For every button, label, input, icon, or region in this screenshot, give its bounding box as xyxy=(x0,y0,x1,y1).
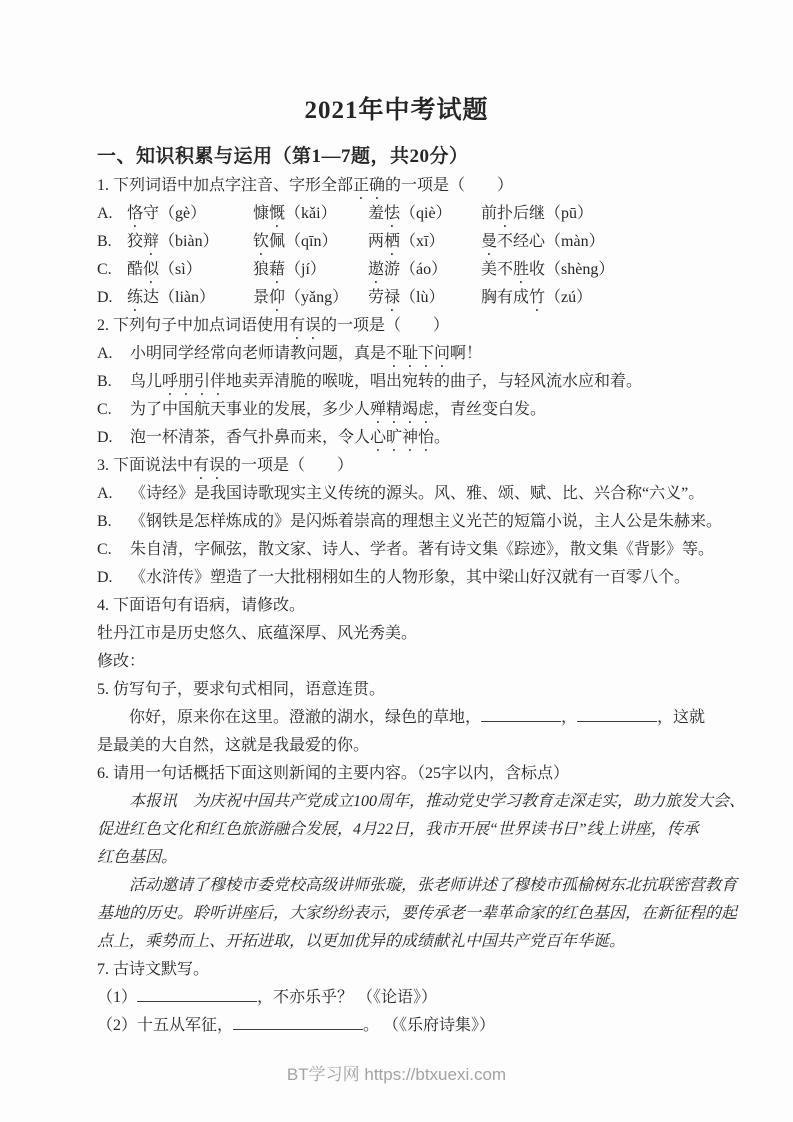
option-letter: D. xyxy=(97,569,113,586)
q4-sentence xyxy=(97,620,705,648)
text-run: 两 xyxy=(368,233,385,250)
word-item xyxy=(368,284,481,315)
emphasized-text: 藉 xyxy=(269,261,286,278)
emphasized-text: 钦 xyxy=(253,233,270,250)
text-run: 2. 下列句子中加点词语使用 xyxy=(97,317,290,334)
text-run: 狡 xyxy=(127,233,144,250)
q7-stem xyxy=(97,956,705,984)
text-run: 1. 下列词语中加点字注音、字形全部 xyxy=(97,177,354,194)
text-run: 活动邀请了穆棱市委党校高级讲师张璇，张老师讲述了穆棱市孤榆树东北抗联密营教育 xyxy=(129,877,738,894)
text-run: 守（gè） xyxy=(143,205,207,222)
word-item xyxy=(481,200,705,231)
text-run: 。 xyxy=(434,429,451,446)
text-run: 牡丹江市是历史悠久、底蕴深厚、风光秀美。 xyxy=(97,625,418,642)
emphasized-text: 殚精竭虑 xyxy=(370,401,435,418)
word-item xyxy=(368,256,481,287)
q3-option-b xyxy=(97,508,723,536)
option-letter: C. xyxy=(97,401,112,418)
q7-item-2 xyxy=(97,1012,705,1040)
text-run: 4. 下面语句有语病，请修改。 xyxy=(97,597,306,614)
text-run: （lù） xyxy=(400,289,445,306)
q2-option-c xyxy=(97,396,705,424)
q5-fill-line-1 xyxy=(97,704,705,732)
text-run: 的一项是（ ） xyxy=(225,457,354,474)
text-run: 前 xyxy=(481,205,498,222)
blank-underline xyxy=(577,706,657,722)
text-run: 3. 下面说法中 xyxy=(97,457,194,474)
blank-underline xyxy=(137,986,257,1002)
word-item xyxy=(253,200,368,231)
q3-option-d xyxy=(97,564,705,592)
q4-stem xyxy=(97,592,705,620)
text-run: 后继（pū） xyxy=(513,205,594,222)
text-run: （2）十五从军征， xyxy=(97,1017,234,1034)
emphasized-text: 心旷神怡 xyxy=(370,429,435,446)
emphasized-text: 禄 xyxy=(384,289,401,306)
text-run: 羞 xyxy=(368,205,385,222)
q1-option-a xyxy=(97,200,705,228)
text-run: 7. 古诗文默写。 xyxy=(97,961,210,978)
news-line-6 xyxy=(97,928,705,956)
emphasized-text: 仰 xyxy=(269,289,286,306)
word-item xyxy=(253,256,368,287)
option-letter: B. xyxy=(97,373,112,390)
text-run: 修改： xyxy=(97,653,146,670)
emphasized-text: 正确 xyxy=(353,177,386,194)
q5-fill-line-2 xyxy=(97,732,705,760)
text-run: ， xyxy=(561,709,578,726)
text-run: 的一项是（ ） xyxy=(321,317,450,334)
q7-item-1 xyxy=(97,984,705,1012)
text-run: ，青丝变白发。 xyxy=(434,401,547,418)
text-run: （jí） xyxy=(285,261,326,278)
emphasized-text: 竹 xyxy=(529,289,546,306)
emphasized-text: 怯 xyxy=(384,205,401,222)
emphasized-text: 扑 xyxy=(497,205,514,222)
word-item xyxy=(127,256,253,287)
word-item xyxy=(127,200,253,231)
q1-option-b xyxy=(97,228,705,256)
text-run: 本报讯 为庆祝中国共产党成立100周年，推动党史学习教育走深走实，助力旅发大会、 xyxy=(129,793,746,810)
q2-option-a xyxy=(97,340,705,368)
watermark-url: https://btxuexi.com xyxy=(364,1065,507,1084)
emphasized-text: 辩 xyxy=(143,233,160,250)
text-run: 佩（qīn） xyxy=(269,233,338,250)
emphasized-text: 栖 xyxy=(384,233,401,250)
document-lines xyxy=(97,172,746,1040)
text-run: 点上，乘势而上、开拓进取，以更加优异的成绩献礼中国共产党百年华诞。 xyxy=(97,933,626,950)
text-run: 基地的历史。聆听讲座后，大家纷纷表示，要传承老一辈革命家的红色基因，在新征程的起 xyxy=(97,905,738,922)
watermark-site-name: BT学习网 xyxy=(286,1065,360,1084)
text-run: 美不 xyxy=(481,261,514,278)
text-run: 慷 xyxy=(253,205,270,222)
text-run: 泡一杯清茶，香气扑鼻而来，令人 xyxy=(130,429,371,446)
text-run: 酷 xyxy=(127,261,144,278)
text-run: 收（shèng） xyxy=(529,261,615,278)
word-item xyxy=(253,228,368,259)
watermark-footer xyxy=(0,1060,793,1085)
text-run: 游（áo） xyxy=(384,261,448,278)
news-line-5 xyxy=(97,900,738,928)
text-run: 朱自清，字佩弦，散文家、诗人、学者。著有诗文集《踪迹》，散文集《背影》等。 xyxy=(130,541,715,558)
emphasized-text: 练 xyxy=(127,289,144,306)
news-line-4 xyxy=(97,872,738,900)
text-run: （zú） xyxy=(545,289,593,306)
text-run: 达（liàn） xyxy=(143,289,216,306)
text-run: （biàn） xyxy=(159,233,219,250)
text-run: 6. 请用一句话概括下面这则新闻的主要内容。（25字以内，含标点） xyxy=(97,765,570,782)
emphasized-text: 曼 xyxy=(481,233,498,250)
text-run: （qiè） xyxy=(400,205,452,222)
text-run: ，这就 xyxy=(657,709,706,726)
text-run: （xī） xyxy=(400,233,445,250)
emphasized-text: 不耻下问 xyxy=(386,345,451,362)
text-run: 鸟儿 xyxy=(130,373,163,390)
text-run: 《诗经》是我国诗歌现实主义传统的源头。风、雅、颂、赋、比、兴合称“六义”。 xyxy=(130,485,705,502)
option-letter: B. xyxy=(97,513,112,530)
emphasized-text: 有误 xyxy=(289,317,322,334)
text-run: 为了中国航天事业的发展，多少人 xyxy=(130,401,371,418)
word-item xyxy=(127,284,253,315)
text-run: 《钢铁是怎样炼成的》是闪烁着崇高的理想主义光芒的短篇小说，主人公是朱赫来。 xyxy=(130,513,723,530)
text-run: 不经心（màn） xyxy=(497,233,605,250)
option-letter: A. xyxy=(97,345,113,362)
q1-stem xyxy=(97,172,705,200)
q4-revise-label xyxy=(97,648,705,676)
text-run: 《水浒传》塑造了一大批栩栩如生的人物形象，其中梁山好汉就有一百零八个。 xyxy=(130,569,691,586)
option-letter: A. xyxy=(97,205,113,222)
text-run: 胸有成 xyxy=(481,289,530,306)
word-item xyxy=(481,228,705,259)
text-run: 促进红色文化和红色旅游融合发展，4月22日，我市开展“世界读书日”线上讲座，传承 xyxy=(97,821,699,838)
blank-underline xyxy=(481,706,561,722)
emphasized-text: 有误 xyxy=(193,457,226,474)
option-letter: D. xyxy=(97,289,113,306)
text-run: （sì） xyxy=(159,261,202,278)
option-letter: A. xyxy=(97,485,113,502)
text-run: 红色基因。 xyxy=(97,849,178,866)
q6-stem xyxy=(97,760,705,788)
emphasized-text: 恪 xyxy=(127,205,144,222)
word-item xyxy=(481,256,705,287)
emphasized-text: 遨 xyxy=(368,261,385,278)
text-run: 。 （《乐府诗集》） xyxy=(363,1017,496,1034)
word-item xyxy=(368,228,481,259)
news-line-1 xyxy=(97,788,746,816)
text-run: （kǎi） xyxy=(285,205,337,222)
q2-option-d xyxy=(97,424,705,452)
emphasized-text: 似 xyxy=(143,261,160,278)
q2-stem xyxy=(97,312,705,340)
news-line-3 xyxy=(97,844,705,872)
q1-option-c xyxy=(97,256,705,284)
text-run: 你好，原来你在这里。澄澈的湖水，绿色的草地， xyxy=(129,709,482,726)
news-line-2 xyxy=(97,816,705,844)
document-title: 2021年中考试题 xyxy=(304,97,489,124)
option-letter: D. xyxy=(97,429,113,446)
text-run: ，不亦乐乎？ （《论语》） xyxy=(257,989,438,1006)
q2-option-b xyxy=(97,368,705,396)
text-run: 5. 仿写句子，要求句式相同，语意连贯。 xyxy=(97,681,386,698)
text-run: 小明同学经常向老师请教问题，真是 xyxy=(130,345,387,362)
emphasized-text: 呼朋引伴 xyxy=(162,373,227,390)
text-run: （1） xyxy=(97,989,138,1006)
q3-option-c xyxy=(97,536,715,564)
word-item xyxy=(253,284,368,315)
text-run: 的一项是（ ） xyxy=(385,177,514,194)
q1-option-d xyxy=(97,284,705,312)
q3-stem xyxy=(97,452,705,480)
section-heading: 一、知识积累与运用（第1—7题，共20分） xyxy=(97,146,469,167)
text-run: 景 xyxy=(253,289,270,306)
text-run: 是最美的大自然，这就是我最爱的你。 xyxy=(97,737,370,754)
word-item xyxy=(127,228,253,259)
q3-option-a xyxy=(97,480,705,508)
word-item xyxy=(368,200,481,231)
text-run: 地卖弄清脆的喉咙，唱出宛转的曲子，与轻风流水应和着。 xyxy=(226,373,643,390)
q5-stem xyxy=(97,676,705,704)
word-item xyxy=(481,284,705,315)
text-run: （yǎng） xyxy=(285,289,349,306)
option-letter: C. xyxy=(97,261,112,278)
blank-underline xyxy=(233,1014,363,1030)
option-letter: B. xyxy=(97,233,112,250)
text-run: 啊！ xyxy=(450,345,483,362)
option-letter: C. xyxy=(97,541,112,558)
emphasized-text: 胜 xyxy=(513,261,530,278)
emphasized-text: 慨 xyxy=(269,205,286,222)
text-run: 狼 xyxy=(253,261,270,278)
text-run: 劳 xyxy=(368,289,385,306)
